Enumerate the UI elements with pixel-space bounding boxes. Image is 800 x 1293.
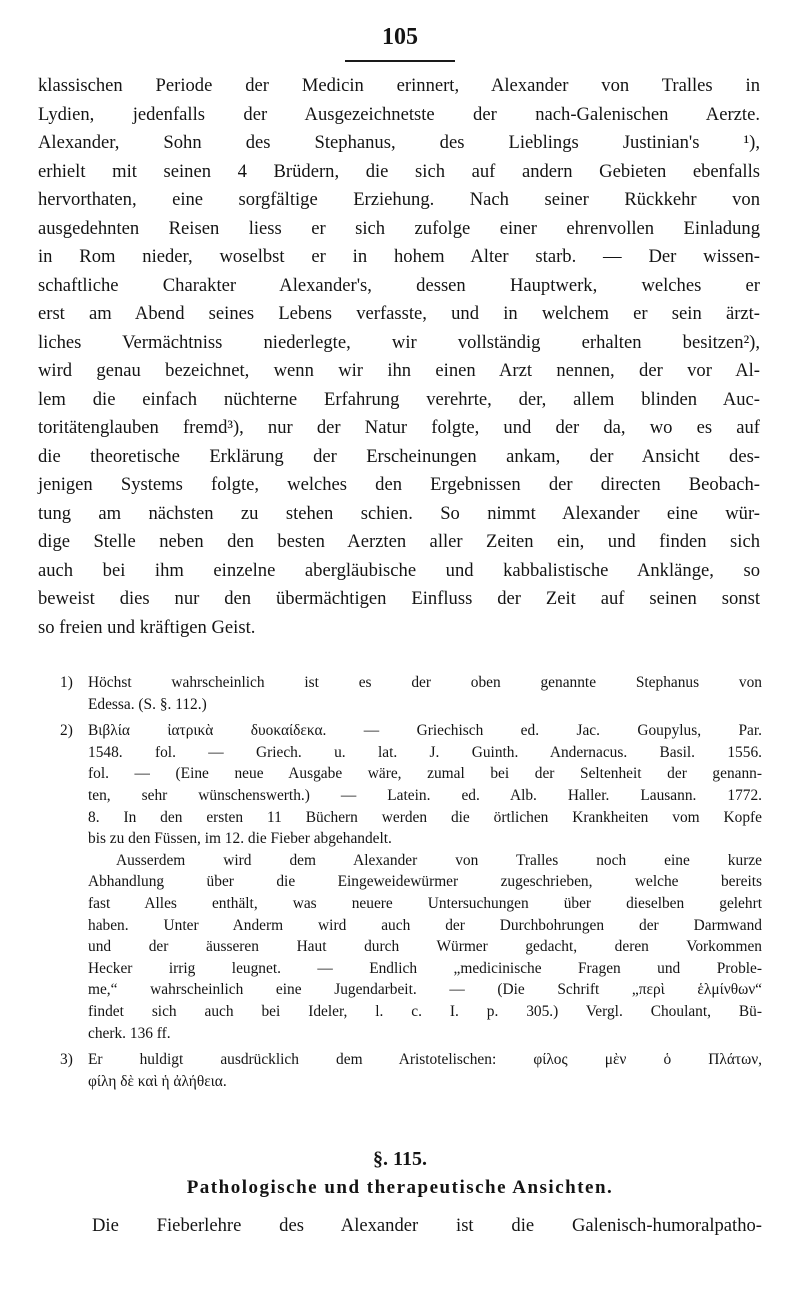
footnote-text: 8. In den ersten 11 Büchern werden die örtlichen Krankheiten vom Kopfe (88, 808, 762, 826)
text-line: jenigen Systems folgte, welches den Ergebnissen der directen Beobach- (38, 474, 760, 495)
footnote-3 (60, 1049, 762, 1092)
footnote-text: φίλη δὲ καὶ ἡ ἀλήθεια. (88, 1072, 227, 1090)
footnote-text: ten, sehr wünschenswerth.) — Latein. ed. Alb. Haller. Lausann. 1772. (88, 786, 762, 804)
footnote-2 (60, 720, 762, 1044)
text-line: ausgedehnten Reisen liess er sich zufolge einer ehrenvollen Einladung (38, 217, 760, 239)
text-line: erhielt mit seinen 4 Brüdern, die sich auf andern Gebieten ebenfalls (38, 160, 760, 182)
text-line: tung am nächsten zu stehen schien. So nimmt Alexander eine wür- (38, 502, 760, 524)
text-line: lem die einfach nüchterne Erfahrung verehrte, der, allem blinden Auc- (38, 388, 760, 410)
footnote-text: 1548. fol. — Griech. u. lat. J. Guinth. Andernacus. Basil. 1556. (88, 743, 762, 761)
main-paragraph (38, 72, 760, 642)
text-line: toritätenglauben fremd³), nur der Natur folgte, und der da, wo es auf (38, 417, 760, 438)
text-line: klassischen Periode der Medicin erinnert, Alexander von Tralles in (38, 75, 760, 96)
footnote-number: 2) (60, 722, 73, 740)
footnote-text: haben. Unter Anderm wird auch der Durchbohrungen der Darmwand (88, 916, 762, 934)
text-line: auch bei ihm einzelne abergläubische und kabbalistische Anklänge, so (38, 559, 760, 581)
footnote-text: bis zu den Füssen, im 12. die Fieber abgehandelt. (88, 830, 392, 848)
text-line: schaftliche Charakter Alexander's, dessen Hauptwerk, welches er (38, 274, 760, 296)
footnote-text: cherk. 136 ff. (88, 1024, 171, 1042)
text-line: hervorthaten, eine sorgfältige Erziehung. Nach seiner Rückkehr von (38, 189, 760, 210)
section-number: §. 115. (373, 1148, 427, 1170)
footnote-text: Höchst wahrscheinlich ist es der oben genannte Stephanus von (88, 674, 762, 691)
footnote-text: und der äusseren Haut durch Würmer gedacht, deren Vorkommen (88, 938, 762, 956)
page-number: 105 (382, 24, 418, 50)
footnote-text: Abhandlung über die Eingeweidewürmer zugeschrieben, welche bereits (88, 873, 762, 891)
text-line: Die Fieberlehre des Alexander ist die Galenisch-humoralpatho- (92, 1215, 762, 1236)
footnotes (60, 672, 762, 1097)
text-line: die theoretische Erklärung der Erscheinungen ankam, der Ansicht des- (38, 445, 760, 467)
text-line: Lydien, jedenfalls der Ausgezeichnetste der nach-Galenischen Aerzte. (38, 103, 760, 125)
page-number-rule (345, 60, 455, 62)
text-line: dige Stelle neben den besten Aerzten aller Zeiten ein, und finden sich (38, 531, 760, 552)
footnote-text: Hecker irrig leugnet. — Endlich „medicinische Fragen und Proble- (88, 959, 762, 977)
text-line: wird genau bezeichnet, wenn wir ihn einen Arzt nennen, der vor Al- (38, 360, 760, 381)
text-line: liches Vermächtniss niederlegte, wir vollständig erhalten besitzen²), (38, 331, 760, 353)
footnote-1 (60, 672, 762, 715)
footnote-text: Ausserdem wird dem Alexander von Tralles noch eine kurze (116, 851, 762, 869)
footnote-text: Edessa. (S. §. 112.) (88, 695, 207, 713)
text-line: beweist dies nur den übermächtigen Einfluss der Zeit auf seinen sonst (38, 588, 760, 609)
footnote-text: fast Alles enthält, was neuere Untersuchungen über dieselben gelehrt (88, 894, 762, 912)
footnote-number: 1) (60, 674, 73, 691)
section-title: Pathologische und therapeutische Ansichten. (186, 1177, 614, 1198)
footnote-number: 3) (60, 1051, 73, 1069)
footnote-text: Βιβλία ἰατρικὰ δυοκαίδεκα. — Griechisch ed. Jac. Goupylus, Par. (88, 722, 762, 740)
footnote-text: fol. — (Eine neue Ausgabe wäre, zumal bei der Seltenheit der genann- (88, 765, 762, 783)
text-line: Alexander, Sohn des Stephanus, des Lieblings Justinian's ¹), (38, 132, 760, 153)
footnote-text: Er huldigt ausdrücklich dem Aristotelischen: φίλος μὲν ὁ Πλάτων, (88, 1051, 762, 1069)
text-line: so freien und kräftigen Geist. (38, 616, 256, 638)
text-line: erst am Abend seines Lebens verfasste, und in welchem er sein ärzt- (38, 303, 760, 324)
footnote-text: findet sich auch bei Ideler, l. c. I. p. 305.) Vergl. Choulant, Bü- (88, 1002, 762, 1020)
text-line: in Rom nieder, woselbst er in hohem Alter starb. — Der wissen- (38, 246, 760, 267)
footnote-text: me,“ wahrscheinlich eine Jugendarbeit. — (Die Schrift „περὶ ἑλμίνθων“ (88, 981, 762, 999)
